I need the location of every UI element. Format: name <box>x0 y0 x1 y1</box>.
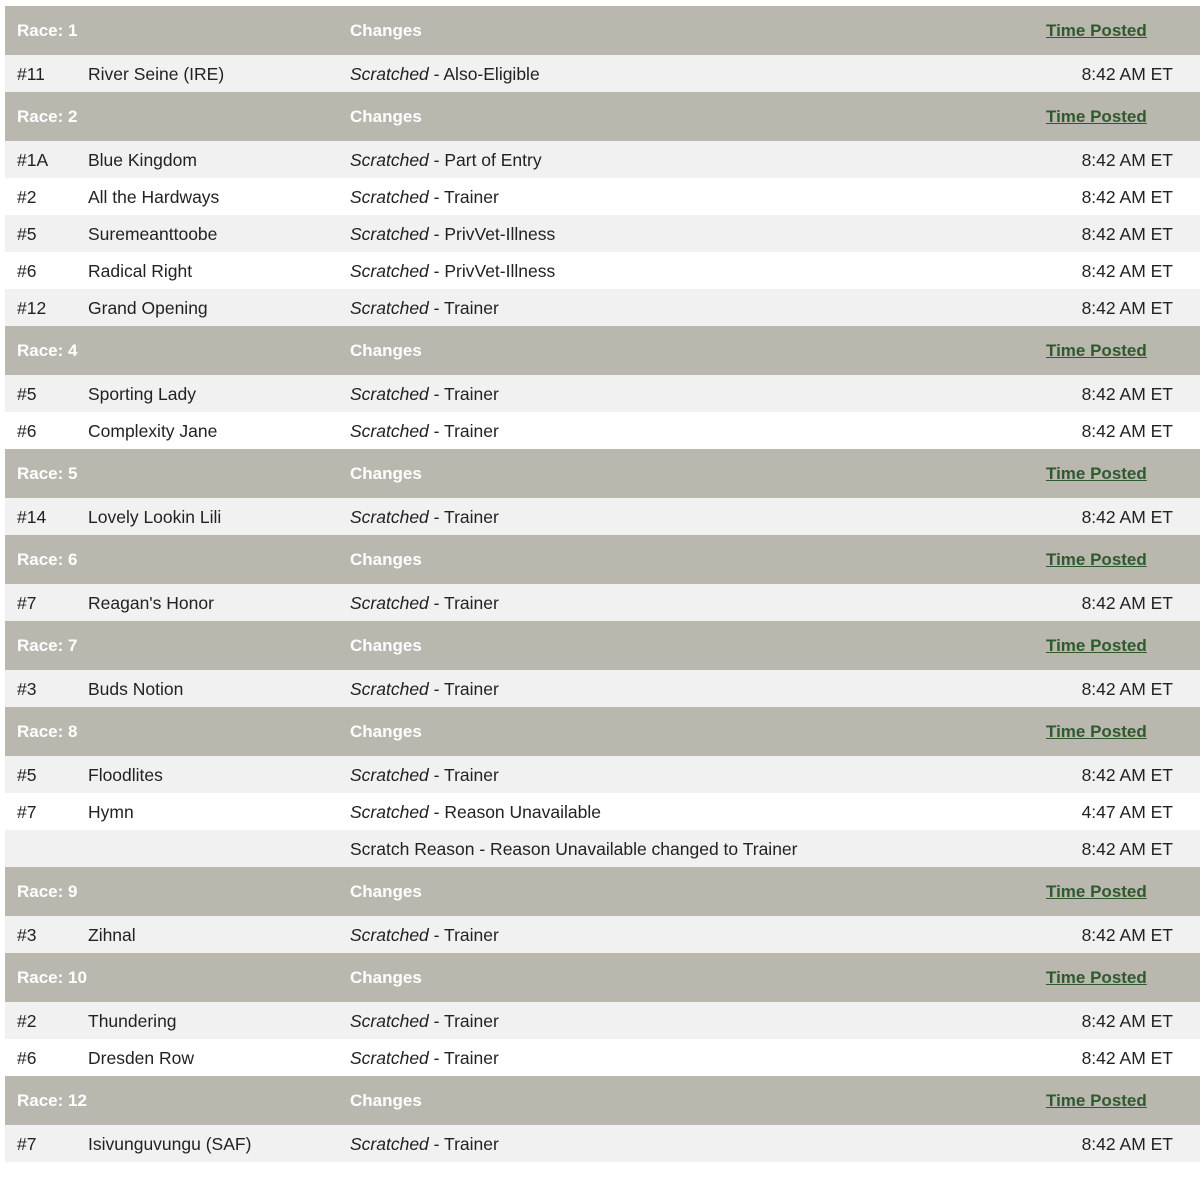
change-description <box>350 1134 499 1155</box>
time-posted: 8:42 AM ET <box>1081 150 1173 170</box>
time-posted: 8:42 AM ET <box>1081 187 1173 207</box>
horse-name: Radical Right <box>88 261 193 281</box>
horse-name: Dresden Row <box>88 1048 195 1068</box>
race-number-label: Race: 8 <box>17 722 78 741</box>
race-header-9 <box>5 867 1200 916</box>
horse-name: Reagan's Honor <box>88 593 214 613</box>
race-number-label: Race: 6 <box>17 550 78 569</box>
change-description <box>350 765 499 786</box>
change-reason: - Reason Unavailable <box>428 802 601 822</box>
horse-name: Suremeanttoobe <box>88 224 218 244</box>
time-posted-sort-link[interactable]: Time Posted <box>1046 968 1147 987</box>
race-header-10 <box>5 953 1200 1002</box>
change-reason: - Trainer <box>428 593 499 613</box>
program-number: #6 <box>17 261 37 281</box>
horse-name: Grand Opening <box>88 298 208 318</box>
change-reason: - Trainer <box>428 925 499 945</box>
table-row <box>5 498 1200 535</box>
program-number: #7 <box>17 802 37 822</box>
change-description <box>350 507 499 528</box>
change-reason: - Trainer <box>428 765 499 785</box>
change-status: Scratched <box>350 64 429 84</box>
race-number-label: Race: 4 <box>17 341 78 360</box>
changes-column-header: Changes <box>350 107 422 126</box>
change-description <box>350 839 797 860</box>
horse-name: Buds Notion <box>88 679 184 699</box>
change-reason: - Part of Entry <box>428 150 542 170</box>
race-header-6 <box>5 535 1200 584</box>
time-posted: 8:42 AM ET <box>1081 679 1173 699</box>
changes-column-header: Changes <box>350 464 422 483</box>
horse-name: Blue Kingdom <box>88 150 197 170</box>
time-posted-sort-link[interactable]: Time Posted <box>1046 21 1147 40</box>
change-status: Scratched <box>350 187 429 207</box>
change-status: Scratched <box>350 224 429 244</box>
time-posted: 8:42 AM ET <box>1081 1048 1173 1068</box>
changes-column-header: Changes <box>350 722 422 741</box>
time-posted: 8:42 AM ET <box>1081 925 1173 945</box>
change-description <box>350 150 542 171</box>
program-number: #7 <box>17 593 37 613</box>
table-row <box>5 756 1200 793</box>
change-status: Scratched <box>350 298 429 318</box>
change-status: Scratched <box>350 679 429 699</box>
change-status: Scratched <box>350 421 429 441</box>
race-header-5 <box>5 449 1200 498</box>
time-posted: 8:42 AM ET <box>1081 1011 1173 1031</box>
change-description <box>350 802 601 823</box>
change-reason: - Also-Eligible <box>428 64 540 84</box>
race-number-label: Race: 12 <box>17 1091 87 1110</box>
table-row <box>5 916 1200 953</box>
table-row <box>5 1125 1200 1162</box>
program-number: #5 <box>17 224 37 244</box>
table-row <box>5 252 1200 289</box>
program-number: #6 <box>17 421 37 441</box>
race-header-4 <box>5 326 1200 375</box>
change-description <box>350 421 499 442</box>
change-reason: - Trainer <box>428 384 499 404</box>
change-reason: - Trainer <box>428 421 499 441</box>
change-status: Scratched <box>350 765 429 785</box>
program-number: #1A <box>17 150 49 170</box>
table-row <box>5 584 1200 621</box>
race-number-label: Race: 2 <box>17 107 78 126</box>
horse-name: Lovely Lookin Lili <box>88 507 222 527</box>
change-description <box>350 384 499 405</box>
race-number-label: Race: 9 <box>17 882 78 901</box>
horse-name: Sporting Lady <box>88 384 196 404</box>
table-row <box>5 55 1200 92</box>
change-reason: - PrivVet-Illness <box>428 261 556 281</box>
time-posted-sort-link[interactable]: Time Posted <box>1046 1091 1147 1110</box>
changes-column-header: Changes <box>350 21 422 40</box>
table-row <box>5 793 1200 830</box>
race-header-7 <box>5 621 1200 670</box>
race-number-label: Race: 5 <box>17 464 78 483</box>
change-reason: - Trainer <box>428 1048 499 1068</box>
program-number: #7 <box>17 1134 37 1154</box>
table-row <box>5 375 1200 412</box>
change-description <box>350 593 499 614</box>
change-reason: - Trainer <box>428 187 499 207</box>
table-row <box>5 289 1200 326</box>
change-reason: - Trainer <box>428 507 499 527</box>
race-number-label: Race: 10 <box>17 968 87 987</box>
table-row <box>5 1039 1200 1076</box>
horse-name: Complexity Jane <box>88 421 218 441</box>
change-reason: - PrivVet-Illness <box>428 224 556 244</box>
change-status: Scratched <box>350 150 429 170</box>
program-number: #2 <box>17 1011 37 1031</box>
race-number-label: Race: 7 <box>17 636 78 655</box>
time-posted: 8:42 AM ET <box>1081 224 1173 244</box>
time-posted-sort-link[interactable]: Time Posted <box>1046 464 1147 483</box>
time-posted-sort-link[interactable]: Time Posted <box>1046 107 1147 126</box>
change-description <box>350 1011 499 1032</box>
program-number: #12 <box>17 298 47 318</box>
time-posted: 8:42 AM ET <box>1081 64 1173 84</box>
change-status: Scratched <box>350 1134 429 1154</box>
time-posted: 8:42 AM ET <box>1081 298 1173 318</box>
change-description <box>350 298 499 319</box>
change-status: Scratched <box>350 593 429 613</box>
changes-column-header: Changes <box>350 636 422 655</box>
change-status: Scratched <box>350 1011 429 1031</box>
horse-name: Zihnal <box>88 925 136 945</box>
horse-name: Thundering <box>88 1011 177 1031</box>
change-description <box>350 64 540 85</box>
time-posted-sort-link[interactable]: Time Posted <box>1046 722 1147 741</box>
change-description <box>350 261 555 282</box>
program-number: #3 <box>17 679 37 699</box>
change-description <box>350 925 499 946</box>
change-status: Scratched <box>350 1048 429 1068</box>
change-status: Scratched <box>350 384 429 404</box>
change-status: Scratched <box>350 261 429 281</box>
time-posted: 4:47 AM ET <box>1081 802 1173 822</box>
time-posted: 8:42 AM ET <box>1081 765 1173 785</box>
time-posted: 8:42 AM ET <box>1081 593 1173 613</box>
horse-name: River Seine (IRE) <box>88 64 225 84</box>
change-reason: - Trainer <box>428 298 499 318</box>
program-number: #2 <box>17 187 37 207</box>
time-posted: 8:42 AM ET <box>1081 261 1173 281</box>
changes-column-header: Changes <box>350 1091 422 1110</box>
time-posted-sort-link[interactable]: Time Posted <box>1046 636 1147 655</box>
change-description <box>350 224 555 245</box>
horse-name: Isivunguvungu (SAF) <box>88 1134 252 1154</box>
time-posted-sort-link[interactable]: Time Posted <box>1046 341 1147 360</box>
race-header-1 <box>5 6 1200 55</box>
program-number: #6 <box>17 1048 37 1068</box>
change-description <box>350 679 499 700</box>
time-posted: 8:42 AM ET <box>1081 421 1173 441</box>
horse-name: Hymn <box>88 802 134 822</box>
table-row <box>5 215 1200 252</box>
horse-name: Floodlites <box>88 765 163 785</box>
time-posted-sort-link[interactable]: Time Posted <box>1046 882 1147 901</box>
table-row <box>5 670 1200 707</box>
program-number: #3 <box>17 925 37 945</box>
race-header-2 <box>5 92 1200 141</box>
change-reason: Scratch Reason - Reason Unavailable changed to Trainer <box>350 839 798 859</box>
changes-column-header: Changes <box>350 341 422 360</box>
change-reason: - Trainer <box>428 1134 499 1154</box>
change-status: Scratched <box>350 925 429 945</box>
change-reason: - Trainer <box>428 1011 499 1031</box>
time-posted: 8:42 AM ET <box>1081 839 1173 859</box>
program-number: #5 <box>17 765 37 785</box>
table-row <box>5 141 1200 178</box>
time-posted-sort-link[interactable]: Time Posted <box>1046 550 1147 569</box>
program-number: #5 <box>17 384 37 404</box>
program-number: #14 <box>17 507 47 527</box>
changes-column-header: Changes <box>350 550 422 569</box>
table-row <box>5 830 1200 867</box>
time-posted: 8:42 AM ET <box>1081 384 1173 404</box>
changes-column-header: Changes <box>350 882 422 901</box>
change-description <box>350 1048 499 1069</box>
race-number-label: Race: 1 <box>17 21 78 40</box>
race-header-8 <box>5 707 1200 756</box>
time-posted: 8:42 AM ET <box>1081 1134 1173 1154</box>
scratches-changes-table <box>5 6 1200 1162</box>
change-reason: - Trainer <box>428 679 499 699</box>
horse-name: All the Hardways <box>88 187 220 207</box>
time-posted: 8:42 AM ET <box>1081 507 1173 527</box>
race-header-12 <box>5 1076 1200 1125</box>
table-row <box>5 412 1200 449</box>
program-number: #11 <box>17 64 45 84</box>
changes-column-header: Changes <box>350 968 422 987</box>
change-status: Scratched <box>350 802 429 822</box>
table-row <box>5 178 1200 215</box>
change-description <box>350 187 499 208</box>
table-row <box>5 1002 1200 1039</box>
change-status: Scratched <box>350 507 429 527</box>
